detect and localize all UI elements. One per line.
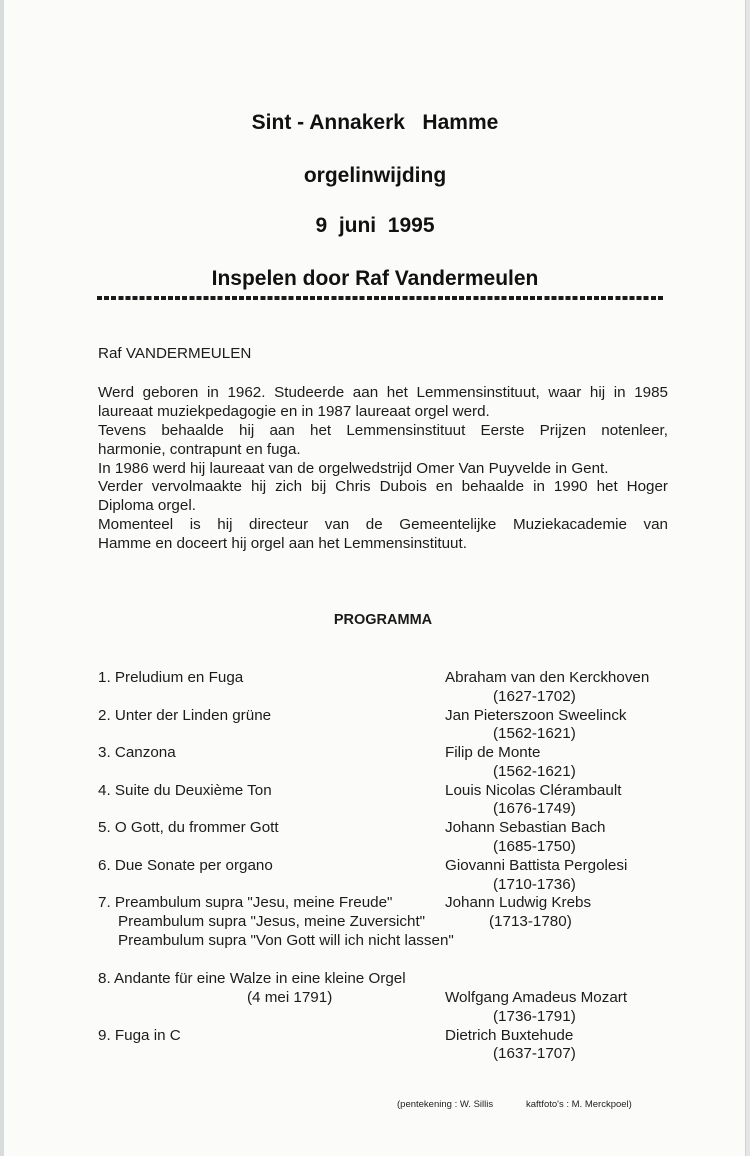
program-composer: Abraham van den Kerckhoven xyxy=(445,669,650,686)
program-composer: Filip de Monte xyxy=(445,744,541,761)
program-composer: Dietrich Buxtehude xyxy=(445,1027,574,1044)
program-composer: Wolfgang Amadeus Mozart xyxy=(445,989,628,1006)
program-composer-dates: (1562-1621) xyxy=(493,763,576,780)
program-piece: 7. Preambulum supra "Jesu, meine Freude" xyxy=(98,894,393,911)
program-piece: 2. Unter der Linden grüne xyxy=(98,707,272,724)
program-composer-dates: (1736-1791) xyxy=(493,1008,576,1025)
program-composer-dates: (1637-1707) xyxy=(493,1045,576,1062)
bio-name: Raf VANDERMEULEN xyxy=(98,345,252,362)
program-composer-dates: (1710-1736) xyxy=(493,876,576,893)
event-title: orgelinwijding xyxy=(303,164,447,187)
program-composer: Johann Sebastian Bach xyxy=(445,819,606,836)
program-composer-dates: (1562-1621) xyxy=(493,725,576,742)
bio-line: Verder vervolmaakte hij zich bij Chris Dubois en behaalde in 1990 het Hoger xyxy=(98,478,668,495)
footer-drawing-credit: (pentekening : W. Sillis xyxy=(397,1099,494,1110)
program-piece-sub: (4 mei 1791) xyxy=(247,989,333,1006)
program-composer-dates: (1676-1749) xyxy=(493,800,576,817)
bio-line: Momenteel is hij directeur van de Gemeentelijke Muziekacademie van xyxy=(98,516,668,533)
event-date: 9 juni 1995 xyxy=(315,214,435,237)
church-title: Sint - Annakerk Hamme xyxy=(251,111,499,134)
program-piece: 8. Andante für eine Walze in eine kleine Orgel xyxy=(98,970,406,987)
program-composer: Louis Nicolas Clérambault xyxy=(445,782,622,799)
bio-line: Hamme en doceert hij orgel aan het Lemmensinstituut. xyxy=(98,535,467,552)
bio-line: In 1986 werd hij laureaat van de orgelwedstrijd Omer Van Puyvelde in Gent. xyxy=(98,460,609,477)
dashed-divider xyxy=(97,296,665,300)
bio-line: harmonie, contrapunt en fuga. xyxy=(98,441,301,458)
program-piece-sub: Preambulum supra "Von Gott will ich nicht lassen" xyxy=(118,932,454,949)
footer-photo-credit: kaftfoto's : M. Merckpoel) xyxy=(526,1099,632,1110)
bio-line: Diploma orgel. xyxy=(98,497,196,514)
program-piece-sub: Preambulum supra "Jesus, meine Zuversicht" xyxy=(118,913,426,930)
program-composer-dates: (1685-1750) xyxy=(493,838,576,855)
program-piece: 3. Canzona xyxy=(98,744,176,761)
program-piece: 9. Fuga in C xyxy=(98,1027,181,1044)
program-composer: Jan Pieterszoon Sweelinck xyxy=(445,707,627,724)
program-composer: Johann Ludwig Krebs xyxy=(445,894,592,911)
bio-line: laureaat muziekpedagogie en in 1987 laureaat orgel werd. xyxy=(98,403,490,420)
program-piece: 4. Suite du Deuxième Ton xyxy=(98,782,272,799)
bio-line: Tevens behaalde hij aan het Lemmensinstituut Eerste Prijzen notenleer, xyxy=(98,422,668,439)
program-piece: 1. Preludium en Fuga xyxy=(98,669,244,686)
program-composer: Giovanni Battista Pergolesi xyxy=(445,857,628,874)
program-composer-dates: (1713-1780) xyxy=(489,913,572,930)
program-composer-dates: (1627-1702) xyxy=(493,688,576,705)
performer-heading: Inspelen door Raf Vandermeulen xyxy=(211,267,539,290)
program-piece: 6. Due Sonate per organo xyxy=(98,857,273,874)
program-piece: 5. O Gott, du frommer Gott xyxy=(98,819,279,836)
bio-line: Werd geboren in 1962. Studeerde aan het Lemmensinstituut, waar hij in 1985 xyxy=(98,384,668,401)
program-title: PROGRAMMA xyxy=(333,612,433,628)
